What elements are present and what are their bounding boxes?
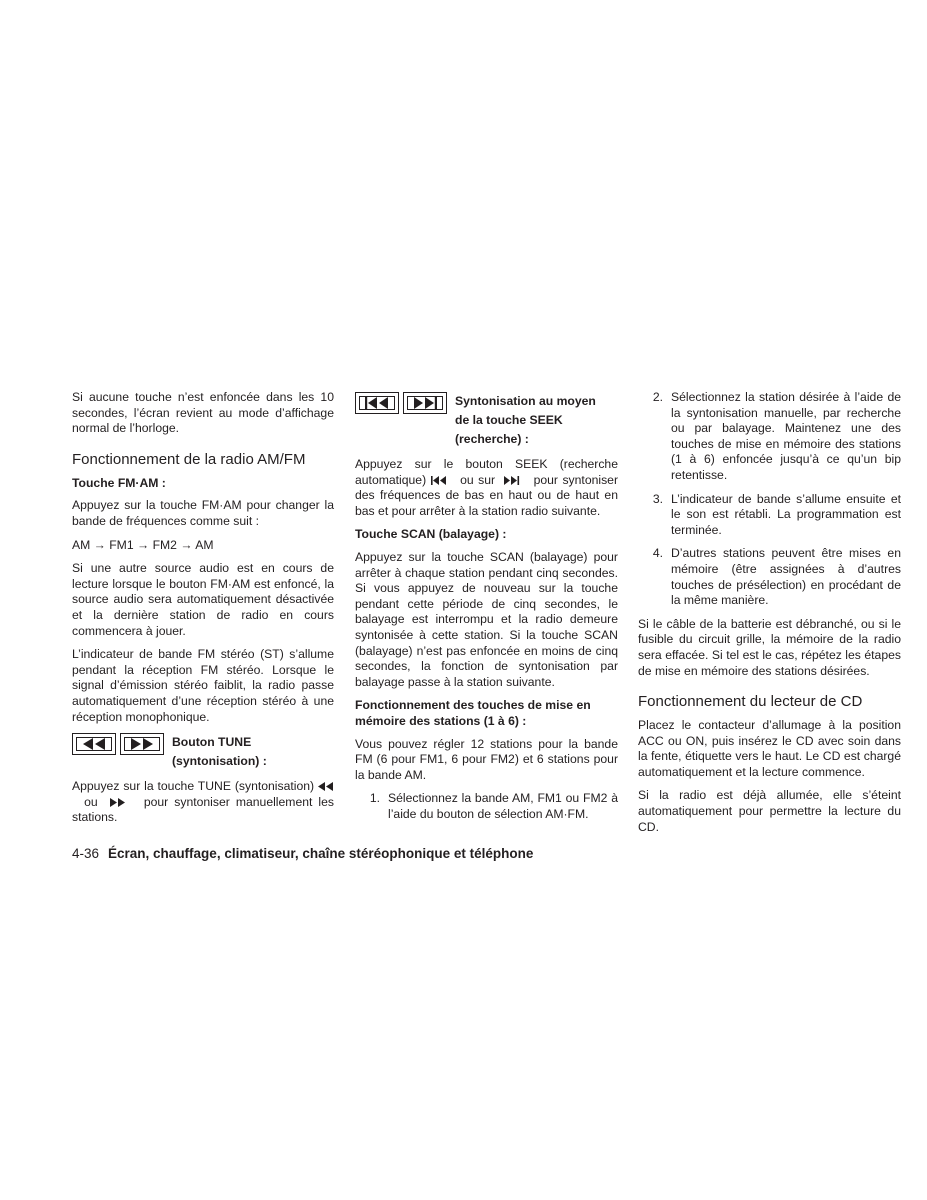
rewind-icon xyxy=(318,782,334,791)
list-item xyxy=(355,791,618,822)
column-left xyxy=(72,390,334,834)
skip-back-icon xyxy=(355,392,399,414)
battery-paragraph: Si le câble de la batterie est débranché, ou si le fusible du circuit grille, la mémoire de la radio sera effacée. Si tel est le cas, répétez les étapes de mise en mémoire des stations désirées. xyxy=(638,616,901,678)
skip-forward-icon xyxy=(403,392,447,414)
seek-text-a: Appuyez sur le bouton SEEK (recherche automatique) xyxy=(355,457,618,487)
seek-label xyxy=(455,392,596,449)
preset-subheading: Fonctionnement des touches de mise en mémoire des stations (1 à 6) : xyxy=(355,698,591,728)
list-item xyxy=(638,390,901,484)
seek-paragraph xyxy=(355,457,618,519)
step-text: D’autres stations peuvent être mises en mémoire (être assignées à d’autres touches de présélection) en procédant de la même manière. xyxy=(671,546,901,608)
seek-label-line1: Syntonisation au moyen xyxy=(455,394,596,408)
fast-forward-icon xyxy=(110,798,126,807)
column-middle xyxy=(355,390,618,830)
band-sequence: AM → FM1 → FM2 → AM xyxy=(72,537,214,552)
step-number: 4. xyxy=(652,546,663,561)
timeout-paragraph: Si aucune touche n’est enfoncée dans les 10 secondes, l’écran revient au mode d’affichage normal de l’horloge. xyxy=(72,390,334,436)
list-item xyxy=(638,492,901,539)
step-number: 2. xyxy=(652,390,663,404)
tune-button-illustration xyxy=(72,733,334,771)
step-text: Sélectionnez la bande AM, FM1 ou FM2 à l’aide du bouton de sélection AM·FM. xyxy=(388,791,618,821)
preset-paragraph: Vous pouvez régler 12 stations pour la bande FM (6 pour FM1, 6 pour FM2) et 6 stations pour la bande AM. xyxy=(355,736,618,782)
stereo-indicator-paragraph: L’indicateur de bande FM stéréo (ST) s’allume pendant la réception FM stéréo. Lorsque le signal d’émission stéréo faiblit, la radio passe automatiquement d’une réception stéréo à une réception monophonique. xyxy=(72,647,334,724)
fmam-paragraph: Appuyez sur la touche FM·AM pour changer la bande de fréquences comme suit : xyxy=(72,498,334,528)
step-number: 1. xyxy=(369,791,380,806)
seek-text-b: ou sur xyxy=(460,472,496,487)
page-number: 4-36 xyxy=(72,846,100,861)
seek-label-line2: de la touche SEEK xyxy=(455,413,563,427)
audio-source-paragraph: Si une autre source audio est en cours de lecture lorsque le bouton FM·AM est enfoncé, la source audio sera automatiquement désactivée et la dernière station de radio en cours commencera à jouer. xyxy=(72,561,334,638)
step-text: Sélectionnez la station désirée à l’aide de la syntonisation manuelle, par recherche ou par balayage. Maintenez une des touches de mise en mémoire des stations (1 à 6) enfoncée jusqu’à ce qu’un bip retentisse. xyxy=(671,390,901,482)
cd-insert-paragraph: Placez le contacteur d’allumage à la position ACC ou ON, puis insérez le CD avec soin dans la fente, étiquette vers le haut. Le CD est chargé automatiquement et la lecture commence. xyxy=(638,718,901,779)
seek-button-illustration xyxy=(355,392,618,449)
preset-steps-list-continued xyxy=(638,390,901,609)
chapter-title: Écran, chauffage, climatiseur, chaîne stéréophonique et téléphone xyxy=(108,846,534,861)
tune-text-a: Appuyez sur la touche TUNE (syntonisation) xyxy=(72,779,315,794)
scan-paragraph: Appuyez sur la touche SCAN (balayage) pour arrêter à chaque station pendant cinq secondes. Si vous appuyez de nouveau sur la touche pendant cette période de cinq secondes, le balayage est interrompu et la radio demeure syntonisée à cette station. Si la touche SCAN (balayage) n’est pas enfoncée en moins de cinq secondes, la fonction de syntonisation par balayage passe à la station suivante. xyxy=(355,549,618,689)
scan-subheading: Touche SCAN (balayage) : xyxy=(355,527,507,542)
column-right xyxy=(638,390,901,843)
seek-label-line3: (recherche) : xyxy=(455,432,529,446)
fast-forward-icon xyxy=(120,733,164,755)
fmam-subheading: Touche FM·AM : xyxy=(72,475,166,490)
cd-section-heading: Fonctionnement du lecteur de CD xyxy=(638,693,863,711)
skip-back-icon xyxy=(431,476,447,485)
page-footer xyxy=(72,846,533,861)
step-text: L’indicateur de bande s’allume ensuite et le son est rétabli. La programmation est terminée. xyxy=(671,491,901,537)
tune-text-b: ou xyxy=(84,794,98,809)
cd-radio-paragraph: Si la radio est déjà allumée, elle s’éteint automatiquement pour permettre la lecture du CD. xyxy=(638,788,901,834)
skip-forward-icon xyxy=(504,476,520,485)
tune-label-line2: (syntonisation) : xyxy=(172,754,267,769)
rewind-icon xyxy=(72,733,116,755)
seek-text-c: pour syntoniser des fréquences de bas en haut ou de haut en bas et pour arrêter à la station radio suivante. xyxy=(355,472,619,518)
step-number: 3. xyxy=(652,491,663,506)
list-item xyxy=(638,546,901,608)
tune-text-c: pour syntoniser manuellement les stations. xyxy=(72,794,334,825)
preset-steps-list xyxy=(355,791,618,822)
tune-label-line1: Bouton TUNE xyxy=(172,735,252,750)
radio-section-heading: Fonctionnement de la radio AM/FM xyxy=(72,450,306,468)
tune-label xyxy=(172,733,267,771)
tune-paragraph xyxy=(72,779,334,826)
